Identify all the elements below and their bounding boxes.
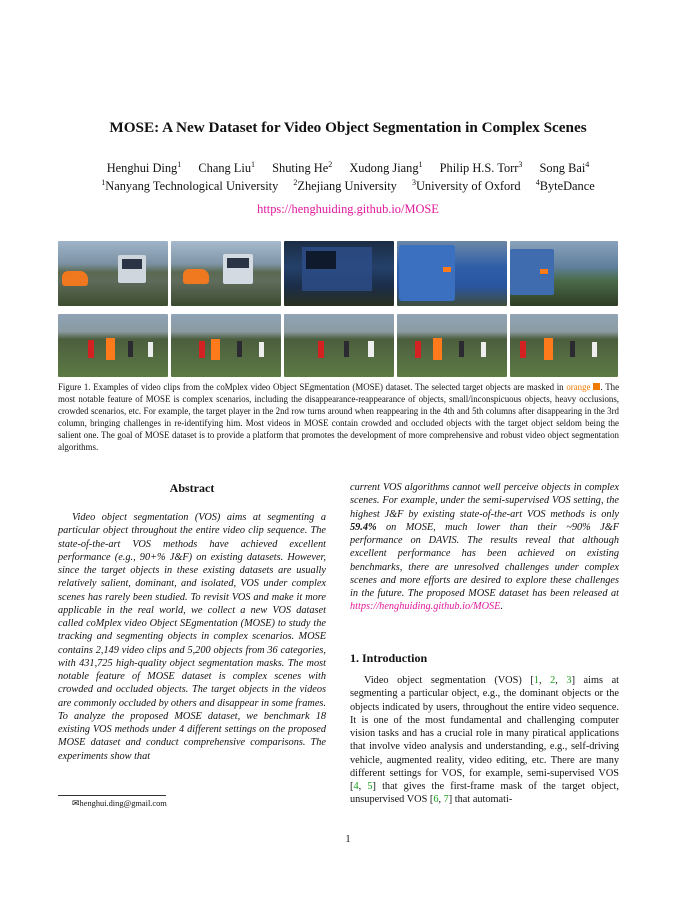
figure-frame-road-4 <box>397 241 507 306</box>
figure-frame-road-1 <box>58 241 168 306</box>
affiliation: $^4$ByteDance <box>535 177 595 193</box>
author: Philip H.S. Torr$^3$ <box>439 159 523 175</box>
author: Chang Liu$^1$ <box>198 159 256 175</box>
paper-title: MOSE: A New Dataset for Video Object Segmentation in Complex Scenes <box>109 119 587 136</box>
figure-frame-soccer-2 <box>171 314 281 377</box>
caption-orange-word: orange <box>566 382 591 392</box>
citation-link[interactable]: 2 <box>550 675 556 686</box>
section-heading-introduction: 1. Introduction <box>350 651 428 665</box>
citation-link[interactable]: 3 <box>566 675 572 686</box>
abstract-body-continued: current VOS algorithms cannot well perceive objects in complex scenes. For example, under the semi-supervised VOS setting, the highest J&F by existing state-of-the-art VOS methods is only 59.4% on MOSE, much lower than their ~90% J&F performance on DAVIS. The results reveal that although excellent performance has been achieved on existing benchmarks, there are unresolved challenges under complex scenes and more efforts are desired to explore these challenges in the future. The proposed MOSE dataset has been released at https://henghuiding.github.io/MOSE. <box>350 482 619 613</box>
abstract-body: Video object segmentation (VOS) aims at segmenting a particular object throughout the entire video clip sequence. The state-of-the-art VOS methods have achieved excellent performance (e.g., 90+% J&F) on existing datasets. However, since the target objects in these existing datasets are usually relatively salient, dominant, and isolated, VOS under complex scenes has rarely been studied. To revisit VOS and make it more applicable in the real world, we collect a new VOS dataset called coMplex video Object SEgmentation (MOSE) to study the tracking and segmenting objects in complex scenarios. MOSE contains 2,149 video clips and 5,200 objects from 36 categories, with 431,725 high-quality object segmentation masks. The most notable feature of MOSE dataset is complex scenes with crowded and occluded objects. The target objects in the videos are commonly occluded by others and disappear in some frames. To analyze the proposed MOSE dataset, we benchmark 18 existing VOS methods under 4 different settings on the proposed MOSE dataset and conduct comprehensive comparisons. The experiments show that <box>58 512 326 762</box>
affiliation-list <box>0 179 696 194</box>
figure-frame-road-5 <box>510 241 618 306</box>
figure-frame-soccer-5 <box>510 314 618 377</box>
figure-caption: Figure 1. Examples of video clips from the coMplex video Object SEgmentation (MOSE) dataset. The selected target objects are masked in orange . The most notable feature of MOSE is complex scenarios, including the disappearance-reappearance of objects, small/inconspicuous objects, heavy occlusions, crowded scenarios, etc. For example, the target player in the 2nd row turns around when reappearing in the 4th and 5th columns after disappearing in the 3rd column, bringing challenges in re-identifying him. Most videos in MOSE contain crowded and occluded objects with the target object seldom being the salient one. The goal of MOSE dataset is to provide a platform that promotes the development of more comprehensive and robust video object segmentation algorithms. <box>58 382 620 452</box>
affiliation: $^1$Nanyang Technological University <box>101 177 279 193</box>
footnote-rule <box>58 795 166 796</box>
citation-link[interactable]: 7 <box>443 794 449 806</box>
author-list <box>0 161 696 176</box>
figure-frame-road-3 <box>284 241 394 306</box>
page-number: 1 <box>345 834 351 845</box>
author: Xudong Jiang$^1$ <box>349 159 423 175</box>
caption-label: Figure 1. <box>58 382 91 392</box>
author: Shuting He$^2$ <box>272 159 333 175</box>
affiliation: $^2$Zhejiang University <box>293 177 397 193</box>
project-url-link[interactable]: https://henghuiding.github.io/MOSE <box>257 202 439 216</box>
envelope-icon: ✉ <box>72 799 80 809</box>
introduction-body: Video object segmentation (VOS) [1, 2, 3] aims at segmenting a particular object, e.g., the dominant objects or the objects indicated by users, throughout the entire video sequence. It is one of the most fundamental and challenging computer vision tasks and has a crucial role in many piratical applications that involve video analysis and understanding, e.g., self-driving vehicle, augmented reality, video editing, etc. There are many different settings for VOS, for example, semi-supervised VOS [4, 5] that gives the first-frame mask of the target object, unsupervised VOS [6, 7] that automati- <box>350 675 620 806</box>
dataset-link[interactable]: https://henghuiding.github.io/MOSE <box>350 601 501 613</box>
citation-link[interactable]: 1 <box>533 675 539 686</box>
affiliation: $^3$University of Oxford <box>411 177 521 193</box>
citation-link[interactable]: 4 <box>353 781 359 792</box>
figure-frame-soccer-3 <box>284 314 394 377</box>
abstract-heading: Abstract <box>169 481 215 495</box>
citation-link[interactable]: 6 <box>433 794 439 806</box>
figure-frame-soccer-1 <box>58 314 168 377</box>
figure-frame-soccer-4 <box>397 314 507 377</box>
citation-link[interactable]: 5 <box>367 781 373 792</box>
figure-frame-road-2 <box>171 241 281 306</box>
footnote: ✉henghui.ding@gmail.com <box>72 799 167 809</box>
author: Song Bai$^4$ <box>539 159 590 175</box>
author: Henghui Ding$^1$ <box>106 159 182 175</box>
